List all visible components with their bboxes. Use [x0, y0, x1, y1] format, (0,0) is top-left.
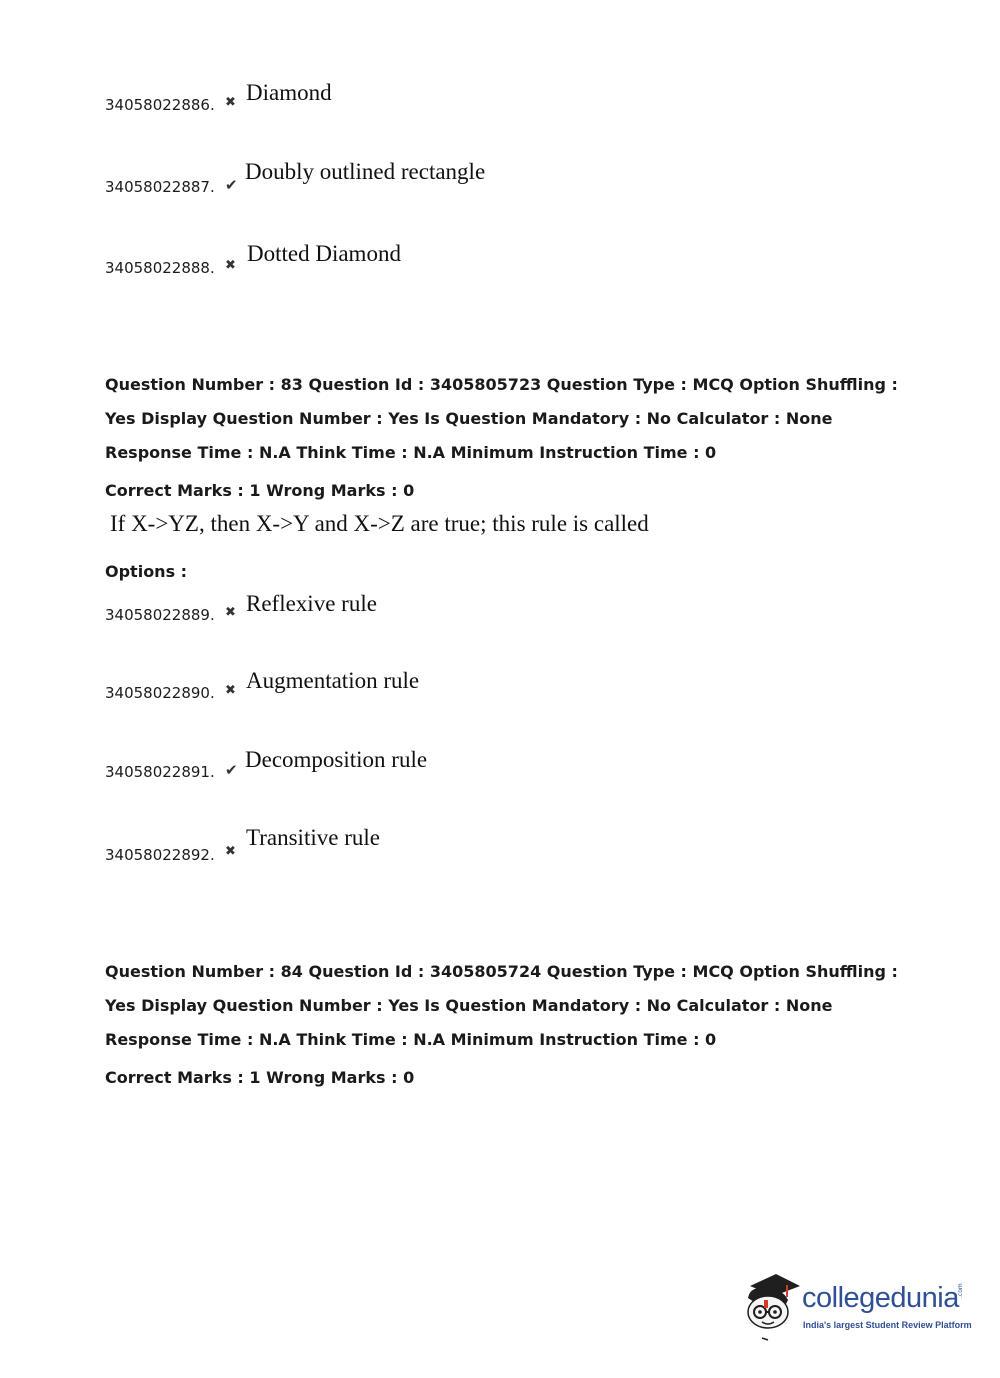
option-text: Transitive rule: [246, 825, 380, 850]
option-text: Dotted Diamond: [247, 241, 401, 266]
wrong-mark-icon: ✖: [225, 95, 236, 110]
wrong-mark-icon: ✖: [225, 258, 236, 273]
option-text: Augmentation rule: [246, 668, 420, 693]
logo-suffix: .com: [957, 1283, 964, 1298]
question-text: If X->YZ, then X->Y and X->Z are true; this rule is called: [110, 511, 649, 536]
option-id: 34058022886.: [105, 96, 215, 114]
mascot-logo-icon: [742, 1272, 802, 1342]
collegedunia-logo: [742, 1272, 972, 1342]
wrong-mark-icon: ✖: [225, 844, 236, 859]
option-id: 34058022892.: [105, 846, 215, 864]
option-text: Diamond: [246, 80, 332, 105]
option-id: 34058022889.: [105, 606, 215, 624]
question-meta: Question Number : 84 Question Id : 3405805724 Question Type : MCQ Option Shuffling : Yes Display Question Number : Yes Is Question Mandatory : No Calculator : None Response Time : N.A Think Time : N.A Minimum Instruction Time : 0: [105, 962, 898, 1049]
options-label: Options :: [105, 562, 188, 581]
option-id: 34058022887.: [105, 178, 215, 196]
option-id: 34058022888.: [105, 259, 215, 277]
option-text: Decomposition rule: [245, 747, 428, 772]
question-marks: Correct Marks : 1 Wrong Marks : 0: [105, 481, 415, 500]
option-text: Reflexive rule: [246, 591, 377, 616]
wrong-mark-icon: ✖: [225, 605, 236, 620]
option-id: 34058022890.: [105, 684, 215, 702]
correct-check-icon: ✔: [225, 176, 238, 194]
wrong-mark-icon: ✖: [225, 683, 236, 698]
question-marks: Correct Marks : 1 Wrong Marks : 0: [105, 1068, 415, 1087]
option-id: 34058022891.: [105, 763, 215, 781]
option-text: Doubly outlined rectangle: [245, 159, 486, 184]
logo-tagline: India's largest Student Review Platform: [803, 1320, 972, 1330]
question-meta: Question Number : 83 Question Id : 3405805723 Question Type : MCQ Option Shuffling : Yes Display Question Number : Yes Is Question Mandatory : No Calculator : None Response Time : N.A Think Time : N.A Minimum Instruction Time : 0: [105, 375, 898, 462]
correct-check-icon: ✔: [225, 761, 238, 779]
logo-wordmark: collegedunia: [802, 1282, 959, 1314]
